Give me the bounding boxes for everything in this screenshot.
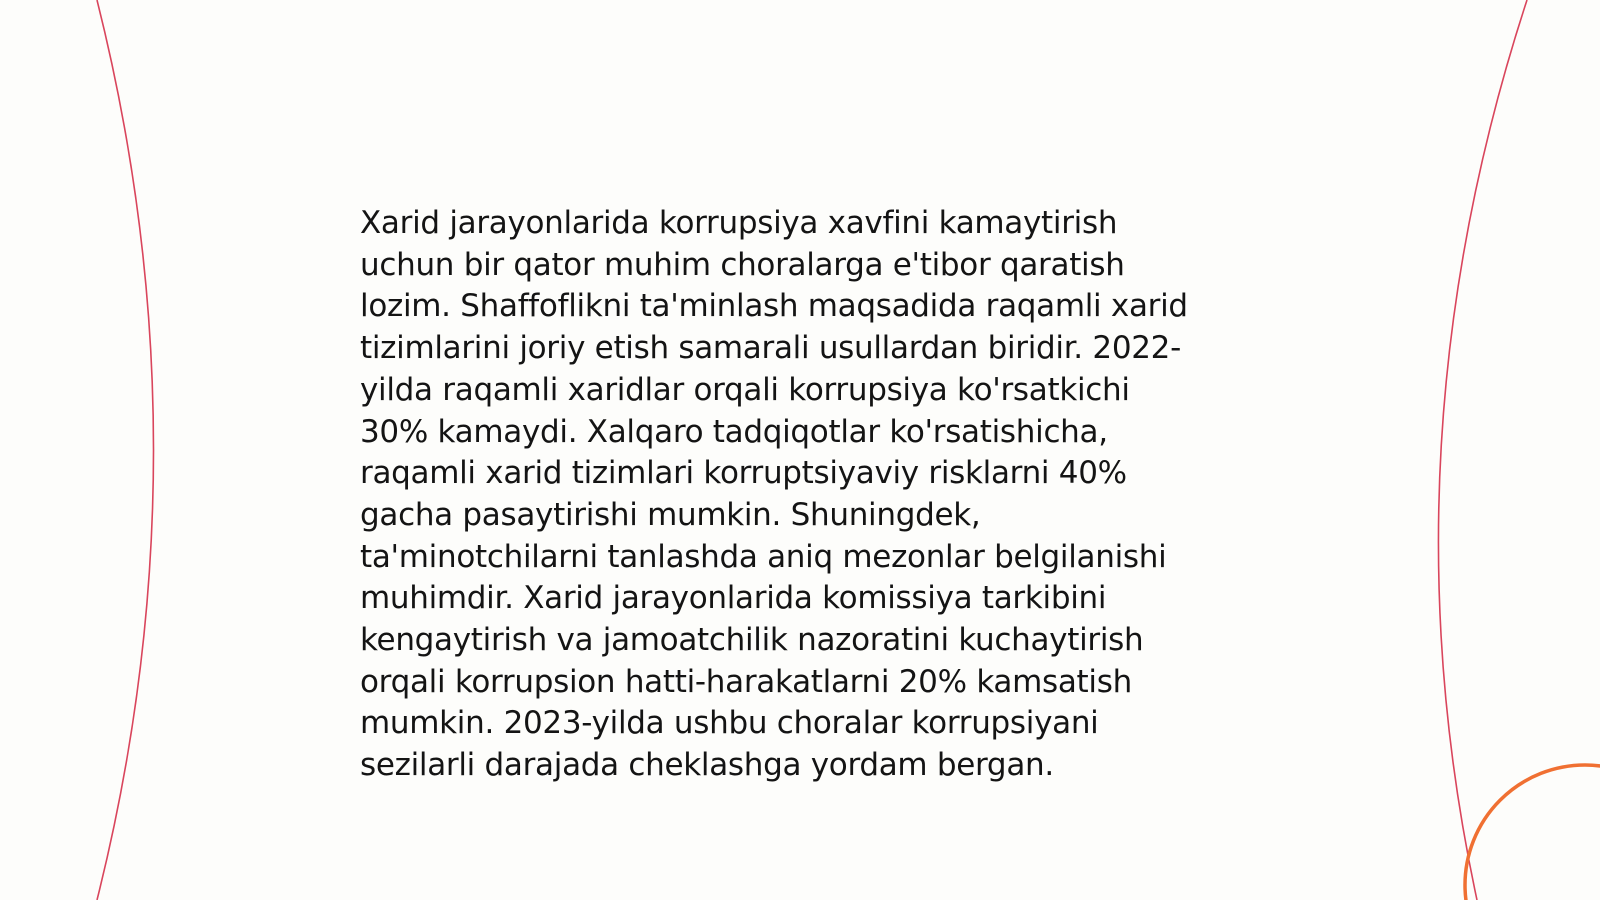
body-paragraph: Xarid jarayonlarida korrupsiya xavfini kamaytirish uchun bir qator muhim choralarga e'tibor qaratish lozim. Shaffoflikni ta'minlash maqsadida raqamli xarid tizimlarini joriy etish samarali usullardan biridir. 2022- yilda raqamli xaridlar orqali korrupsiya ko'rsatkichi 30% kamaydi. Xalqaro tadqiqotlar ko'rsatishicha, raqamli xarid tizimlari korruptsiyaviy risklarni 40% gacha pasaytirishi mumkin. Shuningdek, ta'minotchilarni tanlashda aniq mezonlar belgilanishi muhimdir. Xarid jarayonlarida komissiya tarkibini kengaytirish va jamoatchilik nazoratini kuchaytirish orqali korrupsion hatti-harakatlarni 20% kamsatish mumkin. 2023-yilda ushbu choralar korrupsiyani sezilarli darajada cheklashga yordam bergan. <box>360 205 1188 784</box>
accent-ring <box>1465 765 1600 900</box>
left-curve-line <box>97 0 154 900</box>
right-curve-line <box>1438 0 1527 900</box>
